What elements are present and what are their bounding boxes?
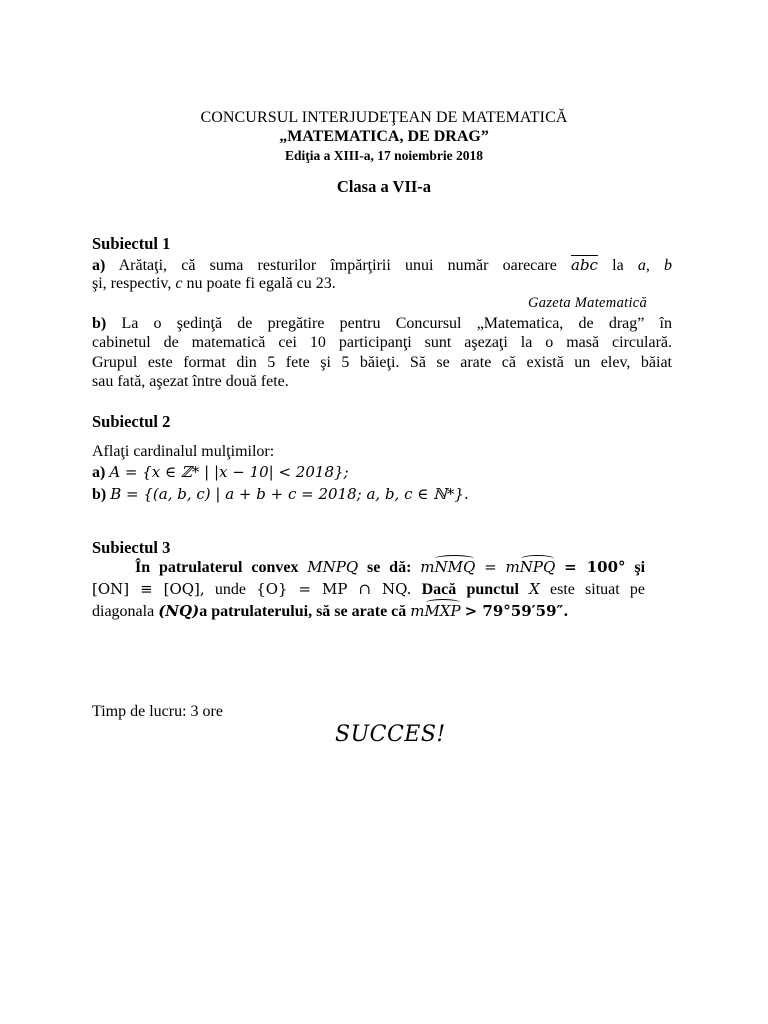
- s1-a-line2-post: nu poate fi egală cu 23.: [186, 275, 336, 292]
- s3-l1-angle1: NMQ: [434, 558, 476, 576]
- subject-3-title: Subiectul 3: [92, 538, 171, 557]
- s3-l3-m: m: [410, 602, 425, 620]
- s1-a-line1: [92, 256, 672, 275]
- edition-date: Ediţia a XIII-a, 17 noiembrie 2018: [284, 148, 483, 163]
- s1-a-var-c: c: [175, 275, 183, 292]
- s1-a-line2-pre: şi, respectiv,: [92, 275, 172, 292]
- s1-b-line2: [92, 334, 672, 352]
- contest-title: CONCURSUL INTERJUDEŢEAN DE MATEMATICĂ: [200, 109, 568, 126]
- s1-b-text2: cabinetul de matematică cei 10 participanţi sunt aşezaţi la o masă circulară.: [92, 334, 672, 351]
- s3-l1-si: şi: [634, 559, 646, 576]
- s3-l2-x: X: [529, 580, 540, 598]
- s1-a-line2: [92, 275, 336, 293]
- s1-a-label: a): [92, 257, 106, 274]
- s3-l2-a: [ON] ≡ [OQ],: [92, 580, 205, 598]
- s2-a-expr: A = {x ∈ ℤ* | |x − 10| < 2018};: [109, 463, 349, 481]
- subject-2-title: Subiectul 2: [92, 412, 171, 431]
- s3-l1-m1: m: [420, 558, 435, 576]
- s1-b-line1: [92, 315, 672, 333]
- s2-b: [92, 485, 469, 504]
- work-time: Timp de lucru: 3 ore: [92, 703, 223, 720]
- s3-l1-a: În patrulaterul convex: [135, 559, 299, 576]
- s3-l1-angle2: NPQ: [519, 558, 556, 576]
- s3-l1-quad: MNPQ: [307, 558, 359, 576]
- s3-l2-d: Dacă punctul: [421, 581, 519, 598]
- s3-l3-a: diagonala: [92, 603, 155, 620]
- contest-name: „MATEMATICA, DE DRAG”: [279, 128, 489, 145]
- s3-l3-val: > 79°59′59″.: [464, 602, 569, 620]
- s3-line1: [135, 558, 645, 577]
- s1-a-text1: Arătaţi, că suma resturilor împărţirii unui număr oarecare: [118, 257, 557, 274]
- s3-line3: [92, 602, 568, 621]
- s1-b-line3: [92, 354, 672, 372]
- s1-a-number: $\overline{abc}$: [571, 256, 598, 274]
- s2-intro: Aflaţi cardinalul mulţimilor:: [92, 443, 275, 460]
- s3-l2-c: {O} = MP ∩ NQ.: [256, 580, 412, 598]
- s2-b-label: b): [92, 486, 107, 503]
- s1-a-vars: a, b: [637, 257, 673, 274]
- succes-wish: SUCCES!: [335, 722, 446, 747]
- s3-line2: [92, 580, 645, 599]
- s2-b-expr: B = {(a, b, c) | a + b + c = 2018; a, b, c ∈ ℕ*}.: [110, 485, 469, 503]
- s2-a-label: a): [92, 464, 106, 481]
- source-gazeta: Gazeta Matematică: [528, 295, 648, 311]
- s3-l2-e: este situat pe: [549, 581, 645, 598]
- subject-1-title: Subiectul 1: [92, 234, 171, 253]
- s1-b-line4: sau fată, aşezat între două fete.: [92, 373, 289, 390]
- s3-l1-eq: =: [484, 558, 497, 576]
- s3-l1-b: se dă:: [367, 559, 412, 576]
- s3-l1-val: = 100°: [564, 558, 626, 576]
- s3-l3-b: a patrulaterului, să se arate că: [199, 603, 407, 620]
- s1-b-label: b): [92, 315, 107, 332]
- s3-l3-angle: MXP: [424, 602, 461, 620]
- s2-a: [92, 463, 349, 482]
- class-label: Clasa a VII-a: [336, 177, 432, 196]
- s3-l1-m2: m: [505, 558, 520, 576]
- s1-a-text2: la: [612, 257, 624, 274]
- s1-b-text1: La o şedinţă de pregătire pentru Concursul „Matematica, de drag” în: [121, 315, 673, 332]
- s3-l3-nq: (NQ): [158, 602, 200, 620]
- s3-l2-b: unde: [214, 581, 246, 598]
- s1-b-text3: Grupul este format din 5 fete şi 5 băieţi. Să se arate că există un elev, băiat: [92, 354, 672, 371]
